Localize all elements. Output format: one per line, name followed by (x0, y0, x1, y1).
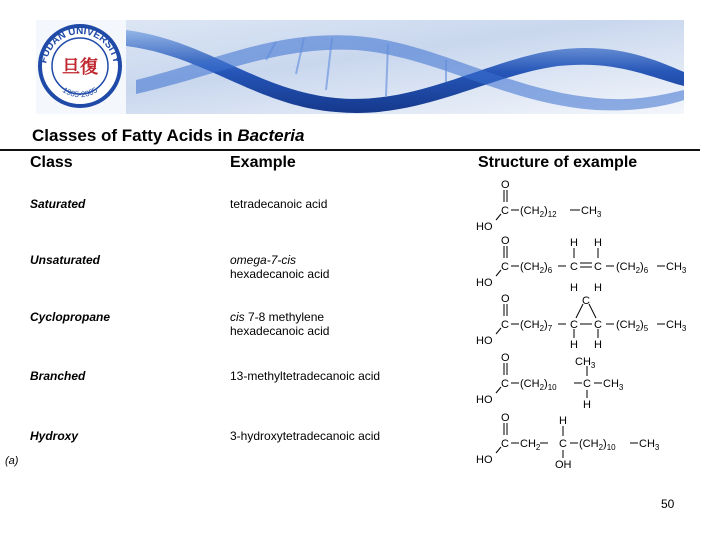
atom-c: C (570, 319, 578, 331)
atom-c: C (501, 319, 509, 331)
atom-c: C (570, 261, 578, 273)
example-text-italic: cis (230, 310, 245, 324)
atom-c: C (559, 438, 567, 450)
column-header-structure: Structure of example (478, 154, 638, 171)
atom-h: H (594, 237, 602, 249)
chain-ch2: $(CH_2)_{10}$ (579, 438, 616, 452)
atom-h: H (570, 237, 578, 249)
atom-ho: HO (476, 335, 493, 347)
atom-c: C (501, 261, 509, 273)
atom-c: C (594, 261, 602, 273)
chain-ch2-a: $CH_2$ (520, 438, 541, 452)
atom-c: C (501, 378, 509, 390)
logo-center-glyphs: 旦復 (62, 57, 98, 78)
atom-o: O (501, 293, 510, 305)
atom-c: C (501, 438, 509, 450)
chain-ch2: $(CH_2)_5$ (616, 319, 649, 333)
atom-c: C (582, 295, 590, 307)
atom-c: C (501, 205, 509, 217)
page-number: 50 (661, 497, 675, 511)
atom-h: H (594, 339, 602, 351)
column-header-example: Example (230, 154, 296, 171)
atom-h: H (559, 415, 567, 427)
example-text-italic: omega-7-cis (230, 253, 297, 267)
chain-end: $CH_3$ (666, 319, 687, 333)
example-text-line2: hexadecanoic acid (230, 324, 330, 338)
example-text: 13-methyltetradecanoic acid (230, 369, 381, 383)
atom-h: H (570, 282, 578, 294)
column-header-class: Class (30, 154, 73, 171)
atom-o: O (501, 235, 510, 247)
chain-ch2: $(CH_2)_6$ (520, 261, 553, 275)
example-hydroxy (230, 429, 380, 443)
class-unsaturated: Unsaturated (30, 253, 101, 267)
atom-c: C (583, 378, 591, 390)
example-cyclopropane (230, 310, 329, 338)
class-saturated: Saturated (30, 197, 86, 211)
structure-formulas (470, 176, 700, 470)
example-text: 7-8 methylene (244, 310, 325, 324)
atom-oh: OH (555, 459, 572, 470)
figure-label: (a) (5, 455, 19, 467)
chain-end: $CH_3$ (639, 438, 660, 452)
chain-end: $CH_3$ (666, 261, 687, 275)
logo-years-text: 1905-2005 (60, 85, 100, 100)
chain-ch2: $(CH_2)_6$ (616, 261, 649, 275)
atom-ho: HO (476, 394, 493, 406)
title-main: Classes of Fatty Acids in (32, 126, 238, 145)
chain-ch2: $(CH_2)_{12}$ (520, 205, 557, 219)
page-title (32, 126, 304, 146)
example-saturated (230, 197, 327, 211)
example-unsaturated (230, 253, 329, 281)
class-branched: Branched (30, 369, 86, 383)
example-text-line2: hexadecanoic acid (230, 267, 330, 281)
logo-top-text: FUDAN UNIVERSITY (38, 25, 122, 65)
atom-ho: HO (476, 454, 493, 466)
chain-end: $CH_3$ (581, 205, 602, 219)
atom-h: H (583, 399, 591, 411)
class-cyclopropane: Cyclopropane (30, 310, 111, 324)
chain-ch2: $(CH_2)_7$ (520, 319, 553, 333)
example-text: tetradecanoic acid (230, 197, 328, 211)
header-banner (36, 20, 684, 114)
example-branched (230, 369, 380, 383)
title-italic: Bacteria (237, 126, 305, 145)
atom-ho: HO (476, 277, 493, 289)
chain-end: $CH_3$ (603, 378, 624, 392)
atom-ho: HO (476, 221, 493, 233)
atom-h: H (570, 339, 578, 351)
title-divider (0, 149, 700, 151)
atom-o: O (501, 412, 510, 424)
class-hydroxy: Hydroxy (30, 429, 79, 443)
atom-o: O (501, 179, 510, 191)
branch-methyl: $CH_3$ (575, 356, 596, 370)
atom-o: O (501, 352, 510, 364)
atom-c: C (594, 319, 602, 331)
chain-ch2: $(CH_2)_{10}$ (520, 378, 557, 392)
example-text: 3-hydroxytetradecanoic acid (230, 429, 381, 443)
atom-h: H (594, 282, 602, 294)
